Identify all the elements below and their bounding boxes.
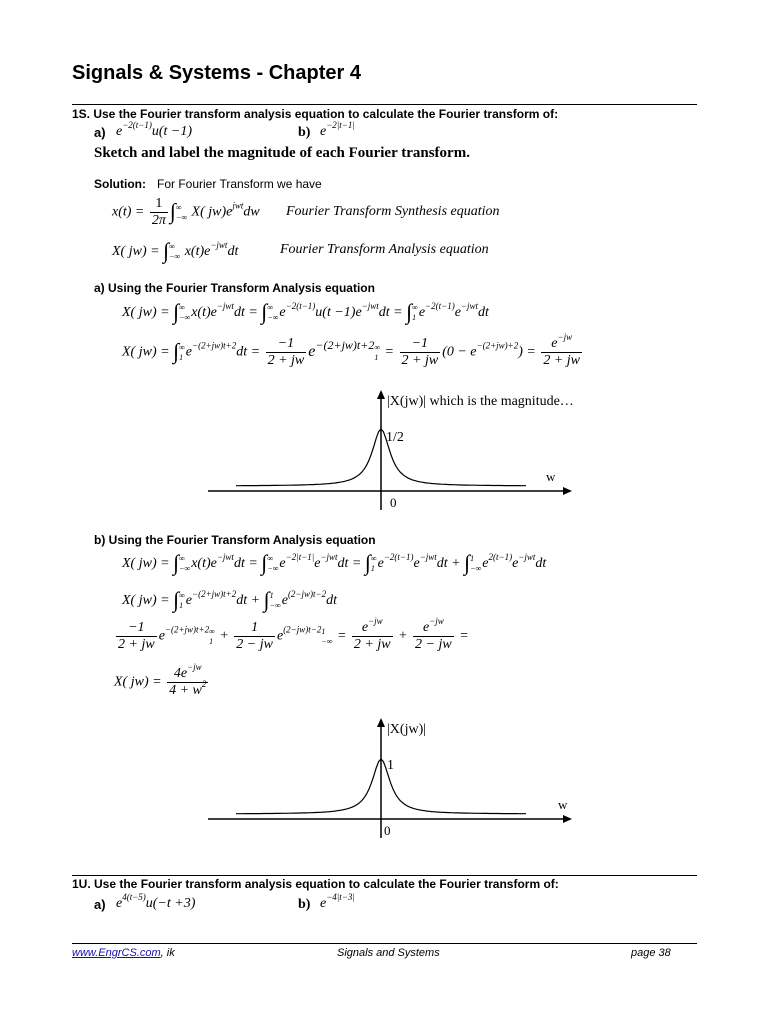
footer-link[interactable]: www.EngrCS.com bbox=[72, 947, 161, 959]
plot-b-axis-label: |X(jw)| bbox=[387, 722, 427, 737]
analysis-equation: X( jw) = ∫ ∞ −∞ $x(t)e^{-jwt}dt$ bbox=[112, 238, 239, 263]
synthesis-caption: Fourier Transform Synthesis equation bbox=[286, 204, 500, 219]
part-b-equation-2: X( jw) = ∫ ∞ 1 $e^{-(2+jw)t+2}dt$ + ∫ 1 −∞ $e^{(2-jw)t-2}dt$ bbox=[122, 587, 337, 612]
magnitude-plot-a bbox=[200, 385, 580, 515]
solution-text: For Fourier Transform we have bbox=[157, 177, 322, 191]
analysis-caption: Fourier Transform Analysis equation bbox=[280, 242, 489, 257]
synthesis-equation: x(t) = $\frac{1}{2\pi}$ ∫ ∞ −∞ X( $jw)e^{jwt}dw$ bbox=[112, 196, 260, 228]
plot-b-x-label: w bbox=[558, 797, 568, 812]
problem-1u-prompt: 1U. Use the Fourier transform analysis equation to calculate the Fourier transform of: bbox=[72, 877, 559, 891]
plot-a-peak-label: 1/2 bbox=[386, 430, 404, 445]
plot-a-origin-label: 0 bbox=[390, 495, 397, 510]
problem-1u-rule bbox=[72, 875, 697, 876]
problem-1u-part-a-expression: $e^{4(t-5)}u(-t +3)$ bbox=[116, 892, 196, 911]
plot-a-axis-label: |X(jw)| which is the magnitude… bbox=[387, 394, 574, 409]
footer-left bbox=[72, 947, 175, 959]
plot-a-x-arrow bbox=[563, 487, 572, 495]
sketch-instruction: Sketch and label the magnitude of each Fourier transform. bbox=[94, 145, 470, 161]
part-b-heading: b) Using the Fourier Transform Analysis equation bbox=[94, 533, 376, 547]
part-b-result: X( jw) = $\frac{4e^{-jw}}{4 + w^2}$ bbox=[114, 662, 207, 698]
problem-1u-part-b-expression: $e^{-4|t-3|}$ bbox=[320, 892, 355, 911]
part-a-equation-2: X( jw) = ∫ ∞ 1 $e^{-(2+jw)t+2}dt$ = $\frac{-1}{2 + jw}$ $e^{-(2+jw)t+2}$ ∞ 1 = $\frac{-1}{2 + jw}$ $(0 - e^{-(2+jw)+2})$ = $\frac{e^{-jw}}{2 + jw}$ bbox=[122, 332, 581, 368]
plot-b-origin-label: 0 bbox=[384, 823, 391, 838]
part-b-expression: $e^{-2|t-1|}$ bbox=[320, 120, 355, 139]
part-a-expression: $e^{-2(t-1)}u(t -1)$ bbox=[116, 120, 193, 139]
footer-center: Signals and Systems bbox=[337, 947, 440, 959]
plot-a-x-label: w bbox=[546, 469, 556, 484]
footer-author: , ik bbox=[160, 947, 175, 959]
plot-b-y-arrow bbox=[377, 718, 385, 727]
part-a-heading: a) Using the Fourier Transform Analysis equation bbox=[94, 281, 375, 295]
plot-b-x-arrow bbox=[563, 815, 572, 823]
part-a-equation-1: X( jw) = ∫ ∞ −∞ $x(t)e^{-jwt}dt$ = ∫ ∞ −∞ $e^{-2(t-1)}u(t -1)e^{-jwt}dt$ = ∫ ∞ 1 $e^{-2(t-1)}e^{-jwt}dt$ bbox=[122, 299, 489, 324]
part-b-equation-3: $\frac{-1}{2 + jw}$ $e^{-(2+jw)t+2}$ ∞ 1 + $\frac{1}{2 - jw}$ $e^{(2-jw)t-2}$ 1 −∞ = $\frac{e^{-jw}}{2 + jw}$ + $\frac{e^{-jw}}{2 - jw}$ = bbox=[118, 616, 469, 652]
footer-rule bbox=[72, 943, 697, 944]
problem-1u-part-a-label: a) bbox=[94, 897, 106, 912]
page-title: Signals & Systems - Chapter 4 bbox=[72, 62, 361, 84]
plot-b-peak-label: 1 bbox=[387, 758, 394, 773]
problem-1u-part-b-label: b) bbox=[298, 897, 311, 912]
part-b-equation-1: X( jw) = ∫ ∞ −∞ $x(t)e^{-jwt}dt$ = ∫ ∞ −∞ $e^{-2|t-1|}e^{-jwt}dt$ = ∫ ∞ 1 $e^{-2(t-1)}e^{-jwt}dt$ + ∫ 1 −∞ $e^{2(t-1)}e^{-jwt}dt$ bbox=[122, 550, 547, 575]
problem-1s-prompt: 1S. Use the Fourier transform analysis equation to calculate the Fourier transform of: bbox=[72, 107, 559, 121]
title-rule bbox=[72, 104, 697, 105]
plot-a-y-arrow bbox=[377, 390, 385, 399]
part-b-label: b) bbox=[298, 125, 311, 140]
solution-label: Solution: bbox=[94, 177, 146, 191]
footer-page-number: page 38 bbox=[631, 947, 671, 959]
part-a-label: a) bbox=[94, 125, 106, 140]
magnitude-plot-b bbox=[200, 713, 580, 843]
